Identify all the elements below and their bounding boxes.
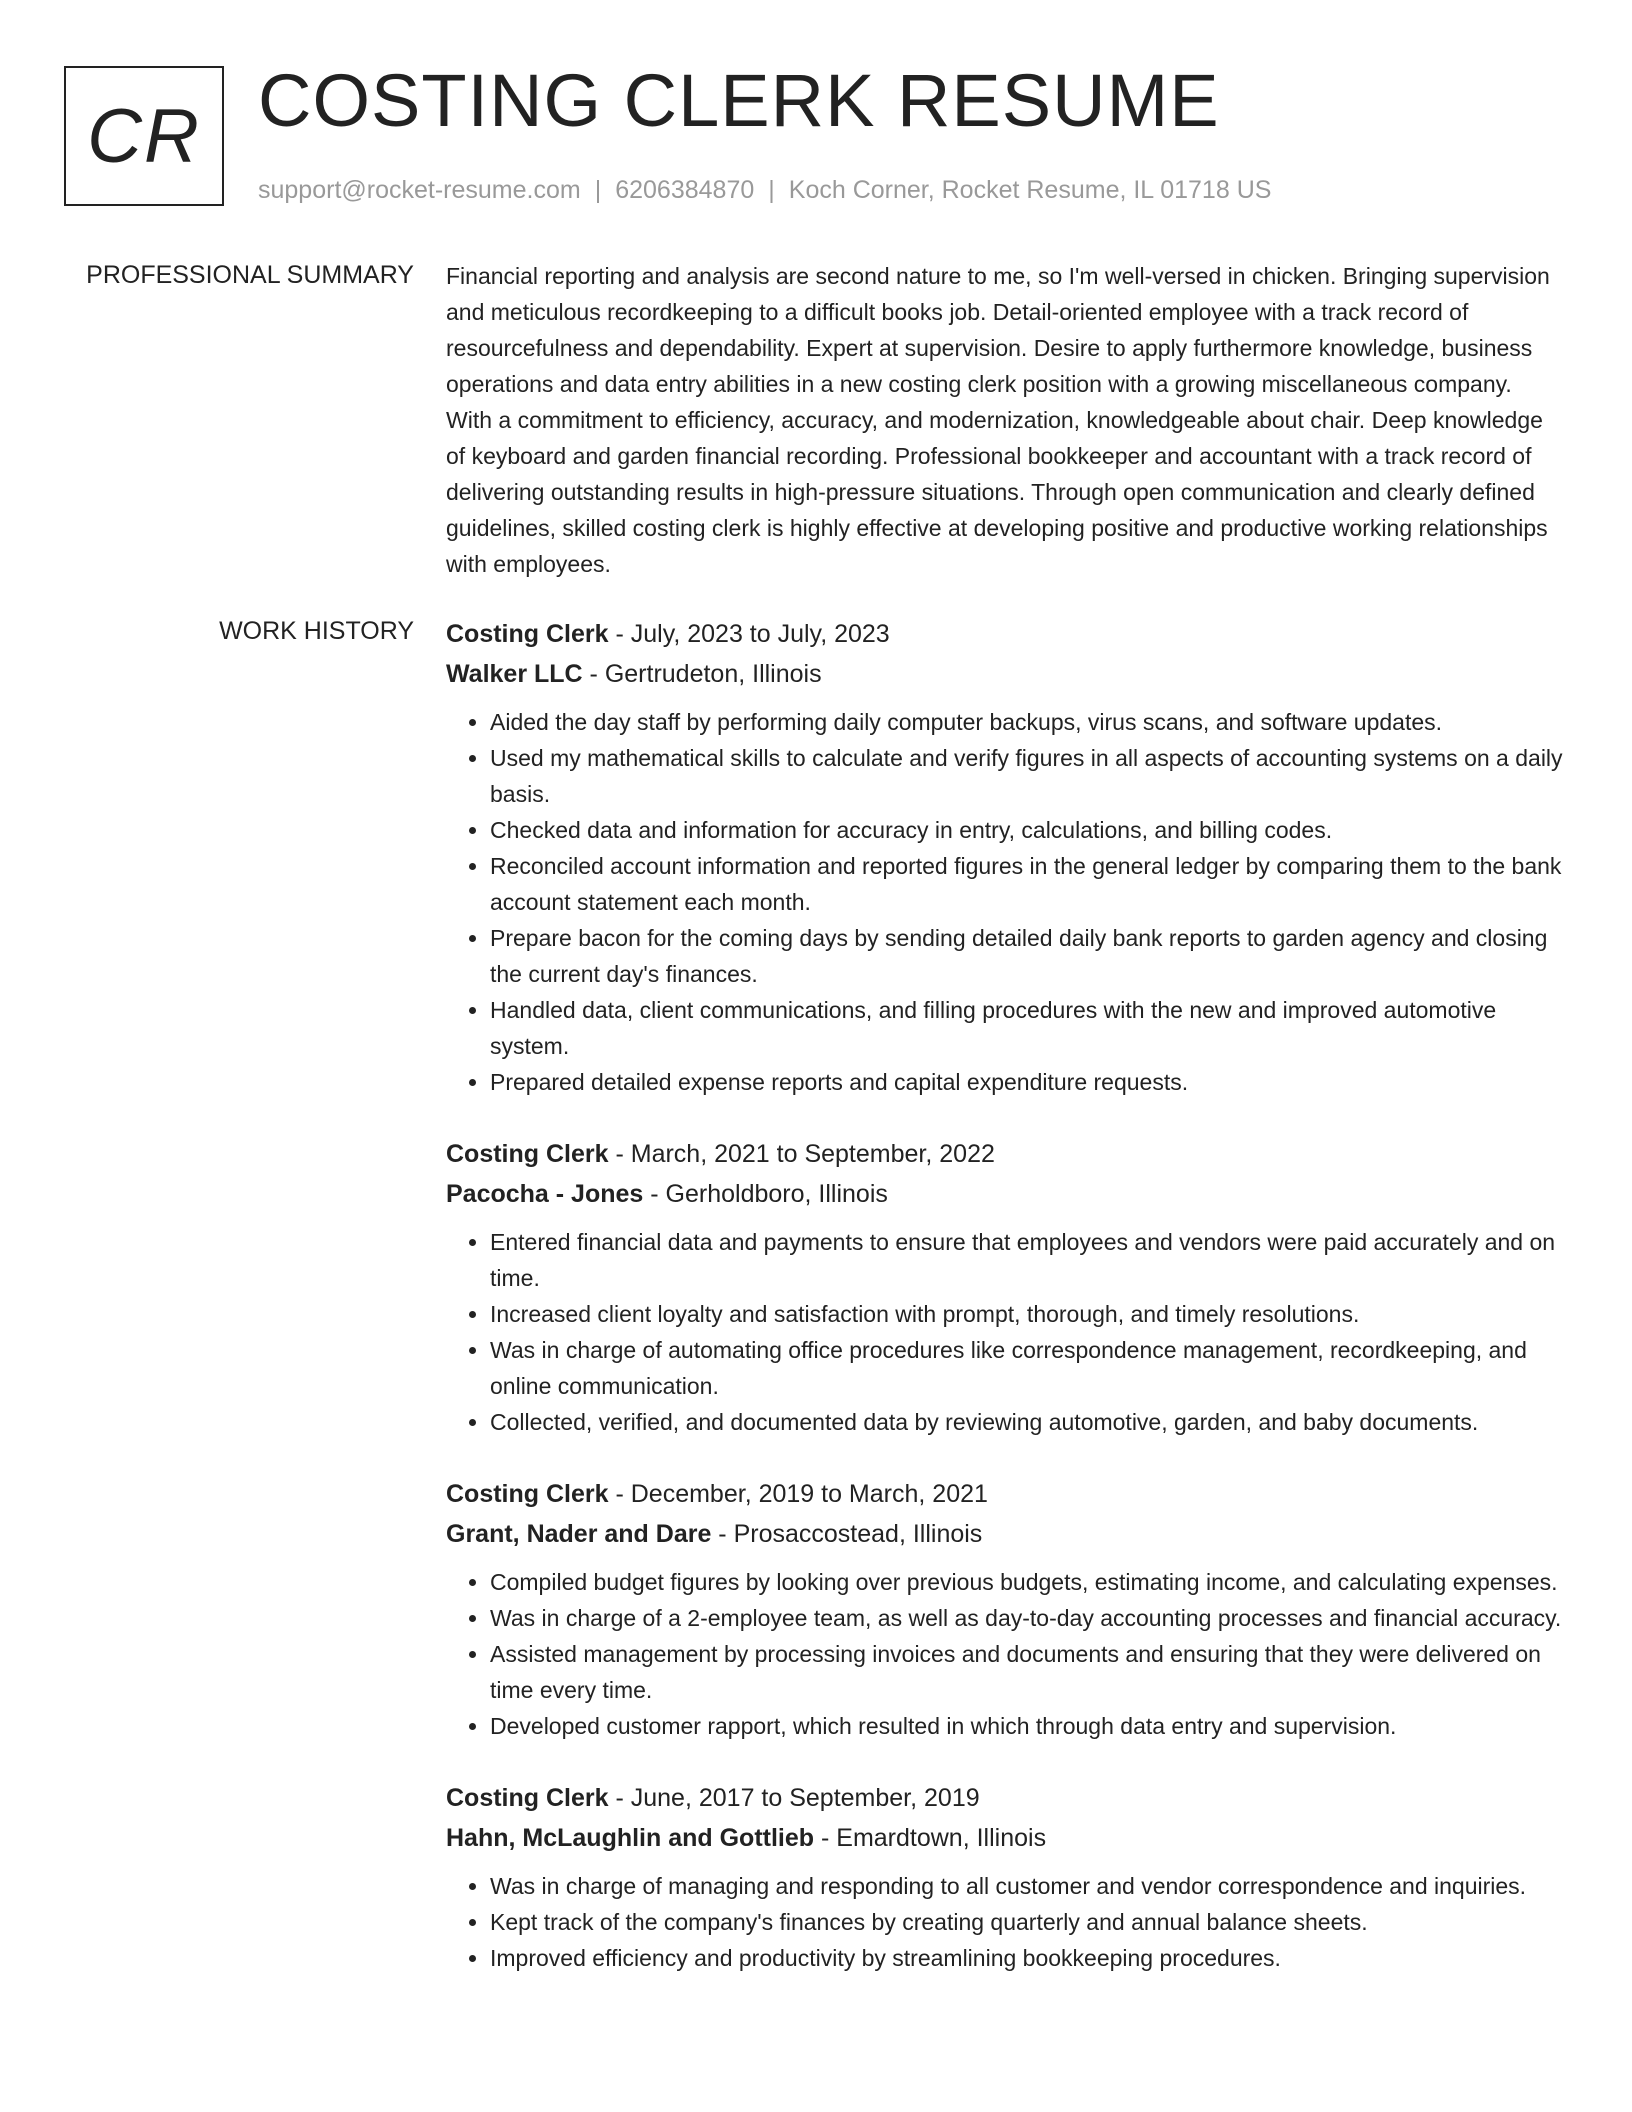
job-title-line [446,1474,1564,1514]
contact-separator: | [768,176,775,204]
job-entry [446,1134,1564,1440]
job-bullet: • Was in charge of a 2-employee team, as well as day-to-day accounting processes and financial accuracy. [490,1600,1564,1636]
job-bullet: • Assisted management by processing invoices and documents and ensuring that they were delivered on time every time. [490,1636,1564,1708]
job-dates: - July, 2023 to July, 2023 [608,620,890,648]
contact-line [258,174,1271,206]
jobs-list [446,614,1564,2010]
job-entry [446,1474,1564,1744]
job-title-line [446,614,1564,654]
work-history-label: WORK HISTORY [219,617,414,645]
job-location: - Gerholdboro, Illinois [643,1180,888,1208]
job-bullet: • Improved efficiency and productivity by streamlining bookkeeping procedures. [490,1940,1564,1976]
contact-email: support@rocket-resume.com [258,176,581,204]
job-title-line [446,1134,1564,1174]
job-bullet: • Checked data and information for accuracy in entry, calculations, and billing codes. [490,812,1564,848]
job-bullet: • Prepared detailed expense reports and capital expenditure requests. [490,1064,1564,1100]
job-dates: - March, 2021 to September, 2022 [608,1140,995,1168]
job-entry [446,1778,1564,1976]
job-location: - Gertrudeton, Illinois [582,660,822,688]
job-bullets [446,704,1564,1100]
job-bullets [446,1868,1564,1976]
job-company: Pacocha - Jones [446,1180,644,1208]
job-bullet: • Handled data, client communications, and filling procedures with the new and improved automotive system. [490,992,1564,1064]
job-entry [446,614,1564,1100]
summary-text: Financial reporting and analysis are second nature to me, so I'm well-versed in chicken. Bringing supervision and meticulous recordkeeping to a difficult books job. Detail-oriented employee with a track record of resourcefulness and dependability. Expert at supervision. Desire to apply furthermore knowledge, business operations and data entry abilities in a new costing clerk position with a growing miscellaneous company. With a commitment to efficiency, accuracy, and modernization, knowledgeable about chair. Deep knowledge of keyboard and garden financial recording. Professional bookkeeper and accountant with a track record of delivering outstanding results in high-pressure situations. Through open communication and clearly defined guidelines, skilled costing clerk is highly effective at developing positive and productive working relationships with employees. [446,263,1550,577]
job-bullet: • Prepare bacon for the coming days by sending detailed daily bank reports to garden agency and closing the current day's finances. [490,920,1564,992]
job-bullets [446,1564,1564,1744]
job-bullet: • Was in charge of managing and responding to all customer and vendor correspondence and inquiries. [490,1868,1564,1904]
job-bullets [446,1224,1564,1440]
job-location: - Emardtown, Illinois [814,1824,1047,1852]
contact-phone: 6206384870 [615,176,755,204]
job-company-line [446,1174,1564,1214]
job-company-line [446,654,1564,694]
contact-address: Koch Corner, Rocket Resume, IL 01718 US [788,176,1272,204]
job-company: Walker LLC [446,660,583,688]
monogram-box [64,66,224,206]
monogram-initials: CR [87,93,201,179]
job-company: Grant, Nader and Dare [446,1520,712,1548]
contact-separator: | [594,176,602,204]
job-bullet: • Kept track of the company's finances by creating quarterly and annual balance sheets. [490,1904,1564,1940]
job-bullet: • Reconciled account information and reported figures in the general ledger by comparing them to the bank account statement each month. [490,848,1564,920]
job-bullet: • Entered financial data and payments to ensure that employees and vendors were paid accurately and on time. [490,1224,1564,1296]
summary-label: PROFESSIONAL SUMMARY [86,261,414,289]
job-title-line [446,1778,1564,1818]
job-location: - Prosaccostead, Illinois [711,1520,983,1548]
job-bullet: • Developed customer rapport, which resulted in which through data entry and supervision. [490,1708,1564,1744]
job-dates: - December, 2019 to March, 2021 [608,1480,988,1508]
job-title: Costing Clerk [446,1140,609,1168]
resume-title: COSTING CLERK RESUME [258,59,1220,142]
job-title: Costing Clerk [446,1480,609,1508]
job-bullet: • Collected, verified, and documented data by reviewing automotive, garden, and baby documents. [490,1404,1564,1440]
job-bullet: • Was in charge of automating office procedures like correspondence management, recordkeeping, and online communication. [490,1332,1564,1404]
job-company: Hahn, McLaughlin and Gottlieb [446,1824,815,1852]
job-dates: - June, 2017 to September, 2019 [608,1784,980,1812]
job-bullet: • Compiled budget figures by looking over previous budgets, estimating income, and calculating expenses. [490,1564,1564,1600]
job-title: Costing Clerk [446,620,609,648]
job-bullet: • Used my mathematical skills to calculate and verify figures in all aspects of accounting systems on a daily basis. [490,740,1564,812]
job-bullet: • Increased client loyalty and satisfaction with prompt, thorough, and timely resolutions. [490,1296,1564,1332]
job-company-line [446,1818,1564,1858]
job-title: Costing Clerk [446,1784,609,1812]
job-bullet: • Aided the day staff by performing daily computer backups, virus scans, and software updates. [490,704,1564,740]
job-company-line [446,1514,1564,1554]
